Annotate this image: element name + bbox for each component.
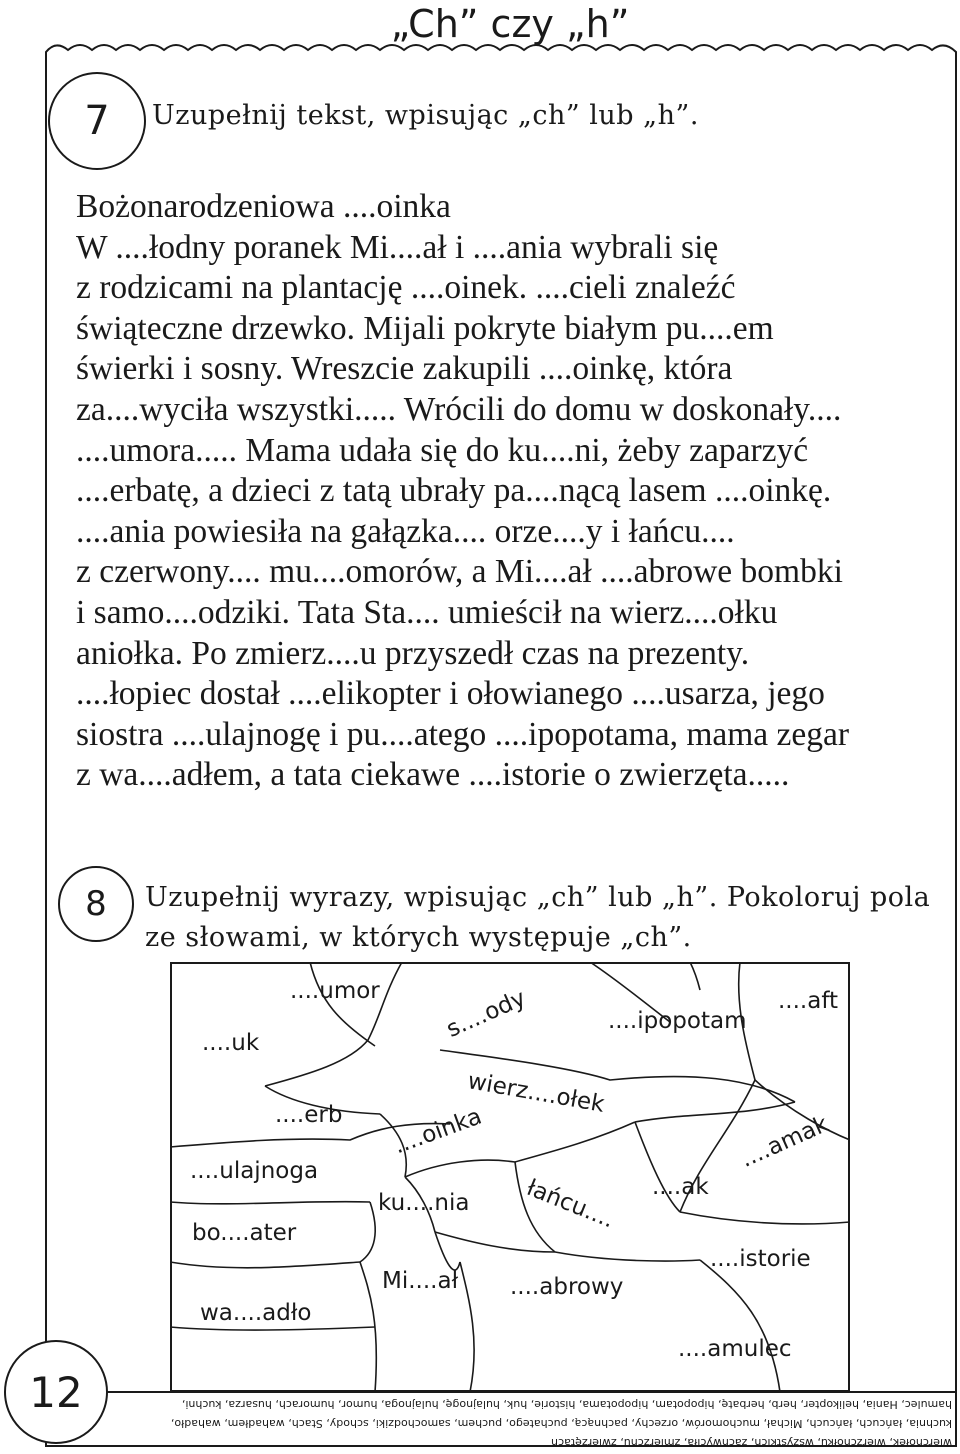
story-line: Bożonarodzeniowa ....oinka xyxy=(76,188,451,225)
puzzle-word: ku....nia xyxy=(378,1190,470,1216)
exercise-8-instruction: Uzupełnij wyrazy, wpisując „ch” lub „h”. Pokoloruj pola ze słowami, w których występuje „ch”. xyxy=(145,882,931,953)
coloring-puzzle xyxy=(170,962,850,1392)
puzzle-word: ....istorie xyxy=(710,1246,811,1272)
exercise-8-number: 8 xyxy=(58,866,134,942)
puzzle-word: ....amulec xyxy=(678,1336,792,1362)
page-title: „Ch” czy „h” xyxy=(390,2,630,46)
answer-line: kuchnia, łańcuch, łańcuch, Michał, muchomorów, orzechy, pachnącą, puchatego, puchem, samochodziki, schody, Stach, wahadłem, wahadło, xyxy=(170,1417,952,1430)
story-line: i samo....odziki. Tata Sta.... umieścił na wierz....ołku xyxy=(76,593,778,631)
puzzle-word: ....abrowy xyxy=(510,1274,624,1300)
story-line: W ....łodny poranek Mi....ał i ....ania wybrali się xyxy=(76,228,719,266)
puzzle-word: ....ulajnoga xyxy=(190,1158,319,1184)
story-line: świąteczne drzewko. Mijali pokryte białym pu....em xyxy=(76,309,774,347)
puzzle-word: wierz....ołek xyxy=(465,1068,607,1118)
answer-line: hamulec, Hania, helikopter, herb, herbatę, hipopotam, hipopotama, historie, huk, hulajnogę, hulajnoga, humor, humorach, husarza, kuchni, xyxy=(181,1398,952,1411)
exercise-7-text xyxy=(76,187,956,796)
puzzle-word: Mi....ał xyxy=(382,1268,459,1294)
answer-key xyxy=(120,1392,952,1452)
story-line: z wa....adłem, a tata ciekawe ....istorie o zwierzęta..... xyxy=(76,756,790,794)
story-line: ....ania powiesiła na gałązka.... orze....y i łańcu.... xyxy=(76,512,735,550)
puzzle-word: ....ak xyxy=(652,1174,709,1200)
story-line: ....łopiec dostał ....elikopter i ołowianego ....usarza, jego xyxy=(76,675,825,713)
story-line: za....wyciła wszystki..... Wrócili do domu w doskonały.... xyxy=(76,390,842,428)
story-line: ....erbatę, a dzieci z tatą ubrały pa....nącą lasem ....oinkę. xyxy=(76,472,832,510)
exercise-7-instruction: Uzupełnij tekst, wpisując „ch” lub „h”. xyxy=(152,100,699,131)
answer-line: wierchołek, wierzchołku, wszystkich, zachwyciła, zmierzchu, zwierzętach xyxy=(551,1436,952,1449)
story-line: świerki i sosny. Wreszcie zakupili ....oinkę, która xyxy=(76,350,733,388)
puzzle-word: wa....adło xyxy=(200,1300,312,1326)
story-line: z czerwony.... mu....omorów, a Mi....ał ....abrowe bombki xyxy=(76,553,843,591)
puzzle-word: łańcu.... xyxy=(523,1174,618,1234)
exercise-7-number: 7 xyxy=(48,72,146,170)
puzzle-word: ....aft xyxy=(778,988,839,1014)
puzzle-word: ....erb xyxy=(275,1102,343,1128)
story-line: z rodzicami na plantację ....oinek. ....cieli znaleźć xyxy=(76,269,736,307)
puzzle-word: s....ody xyxy=(442,985,530,1043)
puzzle-word: ....oinka xyxy=(390,1103,486,1160)
puzzle-word: ....umor xyxy=(290,978,380,1004)
puzzle-word: ....uk xyxy=(202,1030,260,1056)
story-line: aniołka. Po zmierz....u przyszedł czas na prezenty. xyxy=(76,634,750,672)
story-line: ....umora..... Mama udała się do ku....ni, żeby zaparzyć xyxy=(76,431,809,469)
story-line: siostra ....ulajnogę i pu....atego ....ipopotama, mama zegar xyxy=(76,715,850,753)
puzzle-word: bo....ater xyxy=(192,1220,297,1246)
puzzle-word: ....ipopotam xyxy=(608,1008,747,1034)
page-number: 12 xyxy=(4,1340,108,1444)
puzzle-word: ....amak xyxy=(736,1111,833,1173)
